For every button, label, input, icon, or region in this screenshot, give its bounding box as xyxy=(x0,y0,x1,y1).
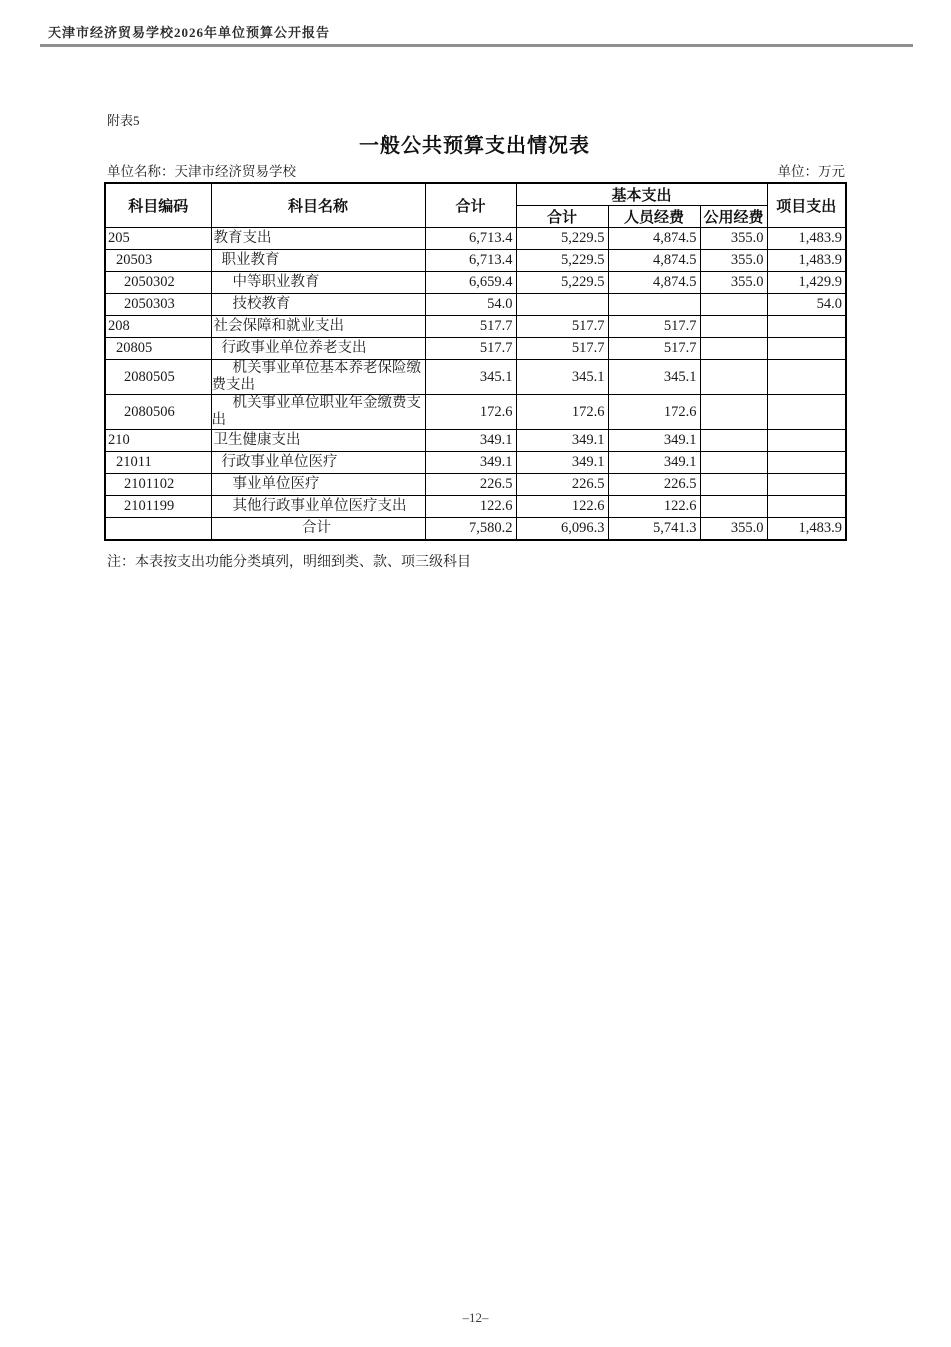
public-funds-cell xyxy=(700,294,767,316)
subject-name-cell: 技校教育 xyxy=(211,294,425,316)
column-header-subject-code: 科目编码 xyxy=(105,183,211,228)
subject-code-cell: 2101102 xyxy=(105,474,211,496)
subject-code-cell: 20503 xyxy=(105,250,211,272)
column-header-project-expenditure: 项目支出 xyxy=(767,183,846,228)
table-row xyxy=(105,395,846,430)
project-expenditure-cell xyxy=(767,430,846,452)
personnel-funds-cell: 5,741.3 xyxy=(608,518,700,540)
project-expenditure-cell: 1,483.9 xyxy=(767,518,846,540)
subject-code-cell: 2050303 xyxy=(105,294,211,316)
subject-name-cell: 事业单位医疗 xyxy=(211,474,425,496)
subject-name-cell: 其他行政事业单位医疗支出 xyxy=(211,496,425,518)
table-row xyxy=(105,338,846,360)
table-row xyxy=(105,452,846,474)
subject-code-cell: 2101199 xyxy=(105,496,211,518)
public-funds-cell: 355.0 xyxy=(700,228,767,250)
basic-total-cell: 349.1 xyxy=(516,452,608,474)
personnel-funds-cell: 172.6 xyxy=(608,395,700,430)
project-expenditure-cell: 1,429.9 xyxy=(767,272,846,294)
table-row xyxy=(105,496,846,518)
project-expenditure-cell xyxy=(767,395,846,430)
total-cell: 172.6 xyxy=(425,395,516,430)
subject-name-cell: 社会保障和就业支出 xyxy=(211,316,425,338)
table-row xyxy=(105,474,846,496)
public-funds-cell xyxy=(700,360,767,395)
personnel-funds-cell: 349.1 xyxy=(608,430,700,452)
public-funds-cell xyxy=(700,496,767,518)
total-cell: 517.7 xyxy=(425,338,516,360)
personnel-funds-cell: 517.7 xyxy=(608,316,700,338)
personnel-funds-cell: 226.5 xyxy=(608,474,700,496)
attachment-table-label: 附表5 xyxy=(107,113,140,128)
basic-total-cell: 349.1 xyxy=(516,430,608,452)
table-row xyxy=(105,316,846,338)
total-cell: 226.5 xyxy=(425,474,516,496)
personnel-funds-cell: 517.7 xyxy=(608,338,700,360)
total-cell: 349.1 xyxy=(425,430,516,452)
table-meta-line xyxy=(104,160,845,180)
total-cell: 122.6 xyxy=(425,496,516,518)
unit-name-label: 单位名称：天津市经济贸易学校 xyxy=(107,164,296,179)
basic-total-cell: 6,096.3 xyxy=(516,518,608,540)
column-header-basic-total: 合计 xyxy=(516,206,608,228)
subject-code-cell: 2080506 xyxy=(105,395,211,430)
column-header-basic-expenditure-group: 基本支出 xyxy=(516,183,767,206)
document-header-title: 天津市经济贸易学校2026年单位预算公开报告 xyxy=(48,25,331,40)
table-row xyxy=(105,294,846,316)
personnel-funds-cell: 4,874.5 xyxy=(608,228,700,250)
subject-code-cell: 205 xyxy=(105,228,211,250)
project-expenditure-cell: 1,483.9 xyxy=(767,250,846,272)
subject-name-cell: 职业教育 xyxy=(211,250,425,272)
subject-code-cell xyxy=(105,518,211,540)
column-header-total: 合计 xyxy=(425,183,516,228)
basic-total-cell: 5,229.5 xyxy=(516,228,608,250)
total-cell: 6,659.4 xyxy=(425,272,516,294)
total-cell: 349.1 xyxy=(425,452,516,474)
project-expenditure-cell: 1,483.9 xyxy=(767,228,846,250)
public-funds-cell xyxy=(700,430,767,452)
project-expenditure-cell xyxy=(767,338,846,360)
public-funds-cell: 355.0 xyxy=(700,250,767,272)
public-funds-cell xyxy=(700,338,767,360)
table-row xyxy=(105,250,846,272)
project-expenditure-cell xyxy=(767,452,846,474)
table-row xyxy=(105,228,846,250)
subject-code-cell: 20805 xyxy=(105,338,211,360)
total-cell: 6,713.4 xyxy=(425,250,516,272)
subject-name-cell: 中等职业教育 xyxy=(211,272,425,294)
personnel-funds-cell: 122.6 xyxy=(608,496,700,518)
total-cell: 345.1 xyxy=(425,360,516,395)
basic-total-cell: 172.6 xyxy=(516,395,608,430)
subject-code-cell: 2050302 xyxy=(105,272,211,294)
table-row xyxy=(105,360,846,395)
basic-total-cell: 122.6 xyxy=(516,496,608,518)
public-funds-cell: 355.0 xyxy=(700,518,767,540)
basic-total-cell xyxy=(516,294,608,316)
total-cell: 54.0 xyxy=(425,294,516,316)
budget-expenditure-table xyxy=(104,182,847,541)
subject-name-cell: 行政事业单位养老支出 xyxy=(211,338,425,360)
public-funds-cell xyxy=(700,395,767,430)
table-row xyxy=(105,272,846,294)
subject-code-cell: 210 xyxy=(105,430,211,452)
project-expenditure-cell xyxy=(767,360,846,395)
table-footnote: 注：本表按支出功能分类填列，明细到类、款、项三级科目 xyxy=(107,555,471,570)
project-expenditure-cell xyxy=(767,496,846,518)
currency-unit-label: 单位：万元 xyxy=(777,164,845,179)
subject-name-cell: 机关事业单位基本养老保险缴费支出 xyxy=(211,360,425,395)
table-title: 一般公共预算支出情况表 xyxy=(359,135,590,157)
basic-total-cell: 5,229.5 xyxy=(516,250,608,272)
table-row xyxy=(105,430,846,452)
table-header-row-1 xyxy=(105,183,846,206)
table-total-row xyxy=(105,518,846,540)
header-divider-line xyxy=(40,44,913,47)
subject-code-cell: 21011 xyxy=(105,452,211,474)
basic-total-cell: 226.5 xyxy=(516,474,608,496)
total-cell: 7,580.2 xyxy=(425,518,516,540)
public-funds-cell xyxy=(700,452,767,474)
personnel-funds-cell: 4,874.5 xyxy=(608,250,700,272)
total-cell: 6,713.4 xyxy=(425,228,516,250)
subject-name-cell: 卫生健康支出 xyxy=(211,430,425,452)
project-expenditure-cell xyxy=(767,316,846,338)
subject-code-cell: 208 xyxy=(105,316,211,338)
basic-total-cell: 517.7 xyxy=(516,316,608,338)
basic-total-cell: 345.1 xyxy=(516,360,608,395)
grand-total-label: 合计 xyxy=(211,518,425,540)
personnel-funds-cell: 4,874.5 xyxy=(608,272,700,294)
public-funds-cell xyxy=(700,316,767,338)
subject-name-cell: 机关事业单位职业年金缴费支出 xyxy=(211,395,425,430)
page-number: –12– xyxy=(462,1310,489,1325)
public-funds-cell xyxy=(700,474,767,496)
column-header-subject-name: 科目名称 xyxy=(211,183,425,228)
subject-name-cell: 行政事业单位医疗 xyxy=(211,452,425,474)
project-expenditure-cell: 54.0 xyxy=(767,294,846,316)
project-expenditure-cell xyxy=(767,474,846,496)
subject-name-cell: 教育支出 xyxy=(211,228,425,250)
personnel-funds-cell: 349.1 xyxy=(608,452,700,474)
public-funds-cell: 355.0 xyxy=(700,272,767,294)
column-header-personnel-funds: 人员经费 xyxy=(608,206,700,228)
personnel-funds-cell xyxy=(608,294,700,316)
basic-total-cell: 5,229.5 xyxy=(516,272,608,294)
basic-total-cell: 517.7 xyxy=(516,338,608,360)
total-cell: 517.7 xyxy=(425,316,516,338)
column-header-public-funds: 公用经费 xyxy=(700,206,767,228)
subject-code-cell: 2080505 xyxy=(105,360,211,395)
personnel-funds-cell: 345.1 xyxy=(608,360,700,395)
